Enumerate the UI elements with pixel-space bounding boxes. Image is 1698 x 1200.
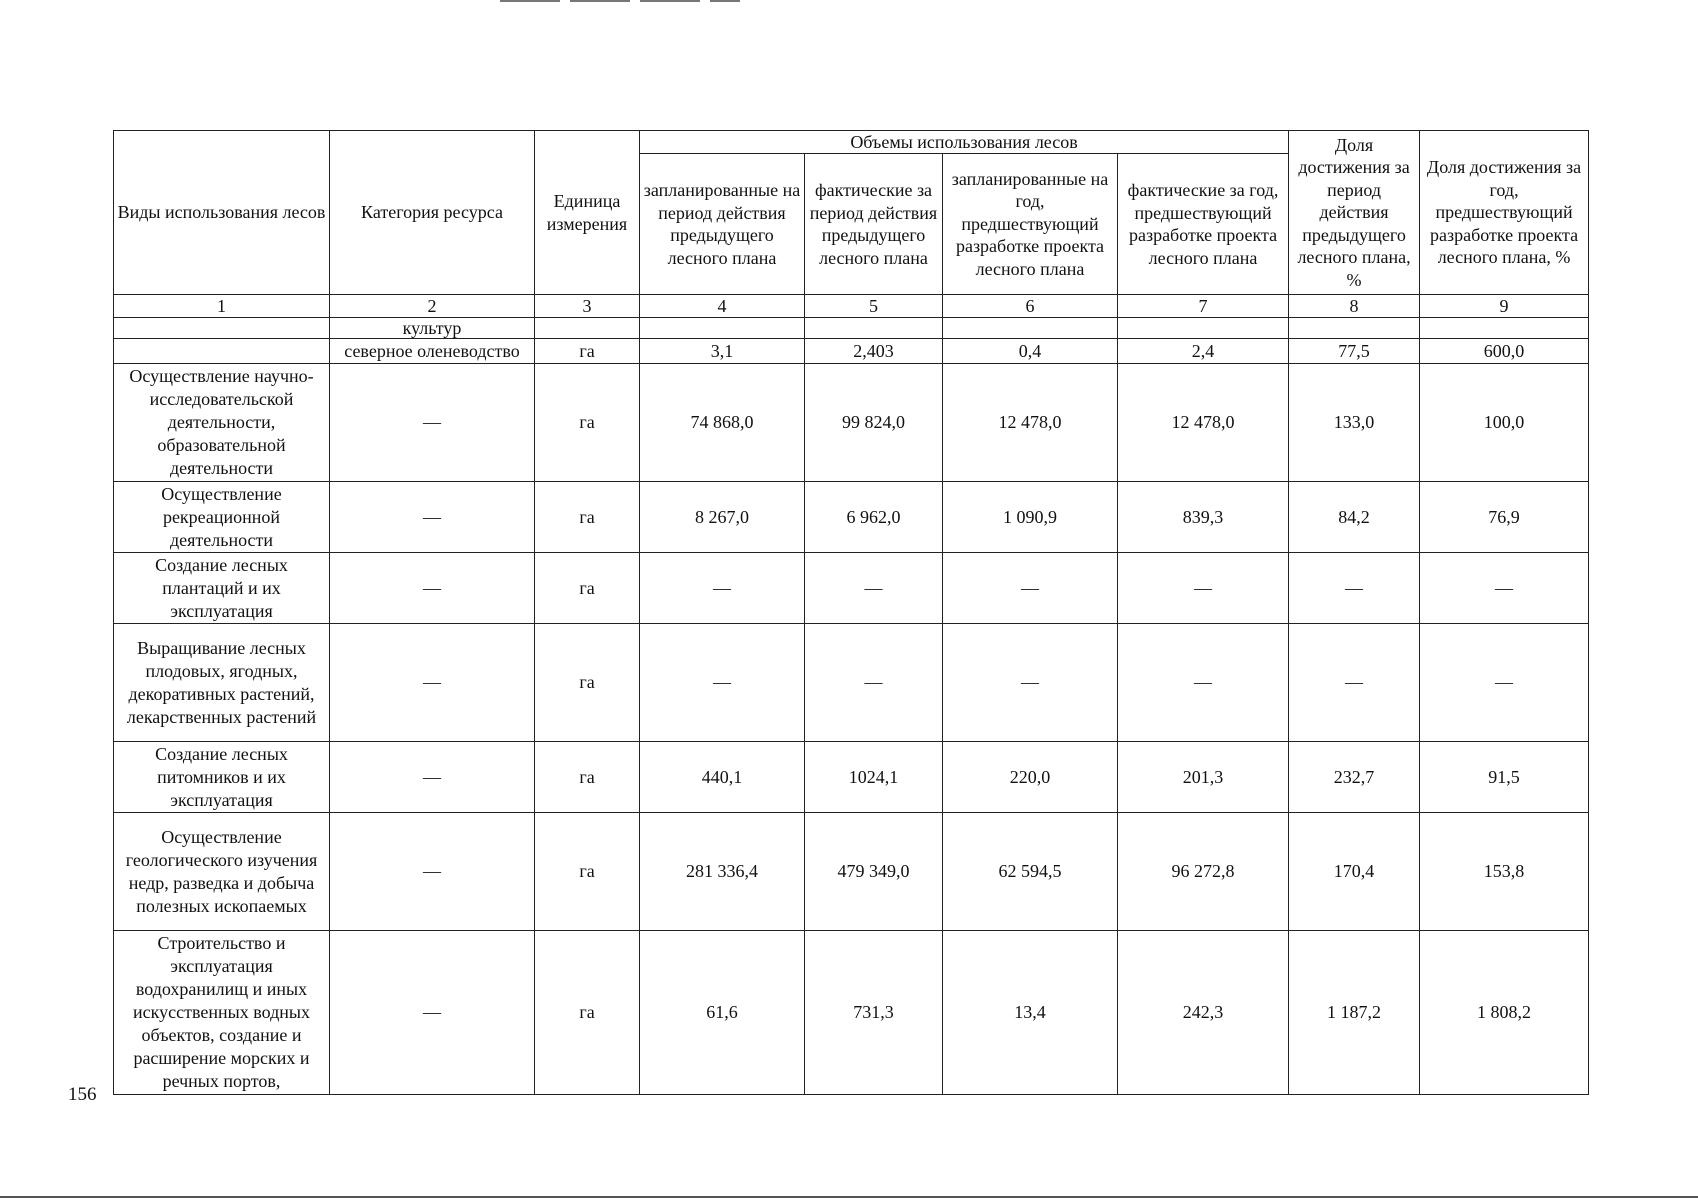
- cell-unit: га: [535, 742, 640, 813]
- cell-value: —: [943, 624, 1118, 742]
- cell-value: —: [1420, 553, 1589, 624]
- cell-value: 731,3: [805, 931, 943, 1095]
- cell-value: —: [1118, 624, 1289, 742]
- cell-value: 3,1: [640, 339, 805, 364]
- cell-category: —: [330, 482, 535, 553]
- cell-value: —: [640, 624, 805, 742]
- cell-unit: га: [535, 482, 640, 553]
- column-number: 1: [114, 295, 330, 318]
- cell-value: [1289, 318, 1420, 339]
- column-number: 8: [1289, 295, 1420, 318]
- table-row: [114, 931, 1589, 1095]
- cell-type: Осуществление геологического изучения недр, разведка и добыча полезных ископаемых: [114, 813, 330, 931]
- cell-value: 1 187,2: [1289, 931, 1420, 1095]
- cell-category: культур: [330, 318, 535, 339]
- header-actual-period: фактические за период действия предыдущего лесного плана: [805, 154, 943, 295]
- cell-category: северное оленеводство: [330, 339, 535, 364]
- table-row: [114, 339, 1589, 364]
- cell-value: 600,0: [1420, 339, 1589, 364]
- header-share-year: Доля достижения за год, предшествующий разработке проекта лесного плана, %: [1420, 131, 1589, 295]
- header-planned-year: запланированные на год, предшествующий разработке проекта лесного плана: [943, 154, 1118, 295]
- cell-category: —: [330, 931, 535, 1095]
- cell-value: [1118, 318, 1289, 339]
- column-number-row: [114, 295, 1589, 318]
- header-volumes-group: Объемы использования лесов: [640, 131, 1289, 154]
- page-number: 156: [68, 1084, 97, 1105]
- cell-type: Создание лесных питомников и их эксплуатация: [114, 742, 330, 813]
- header-unit: Единица измерения: [535, 131, 640, 295]
- cell-type: Создание лесных плантаций и их эксплуатация: [114, 553, 330, 624]
- cell-value: 62 594,5: [943, 813, 1118, 931]
- table-row: [114, 482, 1589, 553]
- header-share-period: Доля достижения за период действия предыдущего лесного плана, %: [1289, 131, 1420, 295]
- scan-artifact-rule: [500, 0, 740, 2]
- column-number: 4: [640, 295, 805, 318]
- cell-unit: [535, 318, 640, 339]
- forest-use-table: [113, 130, 1589, 1095]
- cell-value: 100,0: [1420, 364, 1589, 482]
- cell-category: —: [330, 742, 535, 813]
- cell-value: 242,3: [1118, 931, 1289, 1095]
- cell-unit: га: [535, 813, 640, 931]
- cell-value: 61,6: [640, 931, 805, 1095]
- cell-value: 12 478,0: [943, 364, 1118, 482]
- cell-unit: га: [535, 931, 640, 1095]
- cell-value: —: [1289, 624, 1420, 742]
- header-forest-use-type: Виды использования лесов: [114, 131, 330, 295]
- cell-value: 440,1: [640, 742, 805, 813]
- cell-type: Осуществление научно-исследовательской деятельности, образовательной деятельности: [114, 364, 330, 482]
- scan-edge-line: [0, 1196, 1698, 1198]
- cell-value: —: [1118, 553, 1289, 624]
- cell-category: —: [330, 624, 535, 742]
- cell-value: [805, 318, 943, 339]
- table-row: [114, 318, 1589, 339]
- column-number: 9: [1420, 295, 1589, 318]
- cell-type: [114, 318, 330, 339]
- cell-value: 12 478,0: [1118, 364, 1289, 482]
- cell-type: Осуществление рекреационной деятельности: [114, 482, 330, 553]
- cell-type: Строительство и эксплуатация водохранилищ и иных искусственных водных объектов, создание и расширение морских и речных портов,: [114, 931, 330, 1095]
- cell-value: 2,403: [805, 339, 943, 364]
- cell-value: 76,9: [1420, 482, 1589, 553]
- table-row: [114, 364, 1589, 482]
- cell-value: 1024,1: [805, 742, 943, 813]
- table-row: [114, 624, 1589, 742]
- column-number: 5: [805, 295, 943, 318]
- cell-value: 99 824,0: [805, 364, 943, 482]
- cell-value: [640, 318, 805, 339]
- cell-value: —: [1289, 553, 1420, 624]
- cell-unit: га: [535, 364, 640, 482]
- cell-value: 91,5: [1420, 742, 1589, 813]
- cell-value: —: [640, 553, 805, 624]
- cell-category: —: [330, 553, 535, 624]
- cell-value: 2,4: [1118, 339, 1289, 364]
- column-number: 6: [943, 295, 1118, 318]
- header-actual-year: фактические за год, предшествующий разработке проекта лесного плана: [1118, 154, 1289, 295]
- cell-value: 13,4: [943, 931, 1118, 1095]
- cell-value: 479 349,0: [805, 813, 943, 931]
- cell-value: [1420, 318, 1589, 339]
- cell-value: 170,4: [1289, 813, 1420, 931]
- cell-unit: га: [535, 624, 640, 742]
- cell-value: 77,5: [1289, 339, 1420, 364]
- cell-value: 232,7: [1289, 742, 1420, 813]
- cell-value: —: [1420, 624, 1589, 742]
- header-resource-category: Категория ресурса: [330, 131, 535, 295]
- column-number: 3: [535, 295, 640, 318]
- cell-value: 6 962,0: [805, 482, 943, 553]
- header-row-1: [114, 131, 1589, 154]
- cell-unit: га: [535, 339, 640, 364]
- cell-value: [943, 318, 1118, 339]
- cell-value: 839,3: [1118, 482, 1289, 553]
- cell-category: —: [330, 813, 535, 931]
- table-row: [114, 813, 1589, 931]
- cell-category: —: [330, 364, 535, 482]
- cell-value: 1 808,2: [1420, 931, 1589, 1095]
- cell-value: —: [805, 553, 943, 624]
- cell-type: [114, 339, 330, 364]
- cell-value: 84,2: [1289, 482, 1420, 553]
- cell-value: 153,8: [1420, 813, 1589, 931]
- cell-value: —: [805, 624, 943, 742]
- cell-unit: га: [535, 553, 640, 624]
- column-number: 7: [1118, 295, 1289, 318]
- table-row: [114, 553, 1589, 624]
- cell-value: 8 267,0: [640, 482, 805, 553]
- cell-value: —: [943, 553, 1118, 624]
- cell-value: 220,0: [943, 742, 1118, 813]
- cell-value: 1 090,9: [943, 482, 1118, 553]
- column-number: 2: [330, 295, 535, 318]
- cell-value: 133,0: [1289, 364, 1420, 482]
- header-planned-period: запланированные на период действия предыдущего лесного плана: [640, 154, 805, 295]
- cell-type: Выращивание лесных плодовых, ягодных, декоративных растений, лекарственных растений: [114, 624, 330, 742]
- cell-value: 0,4: [943, 339, 1118, 364]
- cell-value: 96 272,8: [1118, 813, 1289, 931]
- cell-value: 281 336,4: [640, 813, 805, 931]
- cell-value: 201,3: [1118, 742, 1289, 813]
- cell-value: 74 868,0: [640, 364, 805, 482]
- table-row: [114, 742, 1589, 813]
